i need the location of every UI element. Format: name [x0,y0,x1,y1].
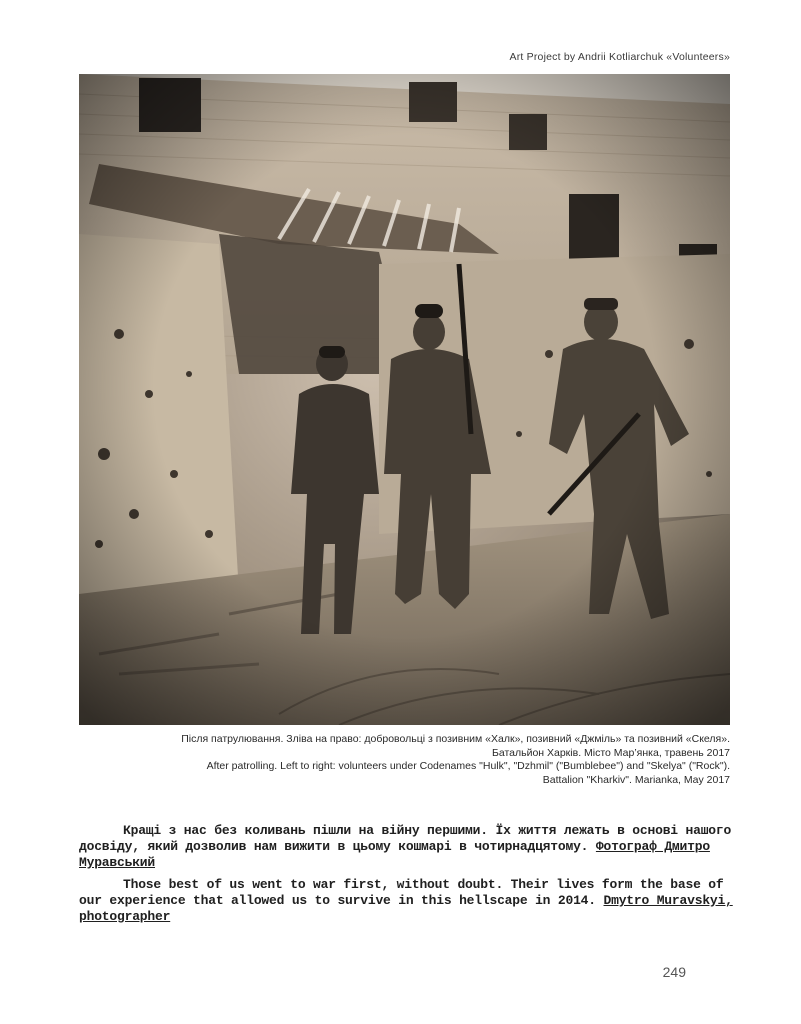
caption-en-line-1: After patrolling. Left to right: volunteers under Codenames "Hulk", "Dzhmil" ("Bumblebee") and "Skelya" ("Rock"). [206,760,730,772]
quote-ua-text: Кращі з нас без коливань пішли на війну першими. Їх життя лежать в основі нашого досвіду, який дозволив нам вижити в цьому кошмарі в чотирнадцятому. [79,823,732,854]
page-header: Art Project by Andrii Kotliarchuk «Volunteers» [509,51,730,63]
quote-en-credit: Dmytro Muravskyi, photographer [79,893,733,924]
quote-ua-credit: Фотограф Дмитро Муравський [79,839,710,870]
photo-caption [110,733,730,787]
caption-ua-line-2: Батальйон Харків. Місто Мар’янка, травень 2017 [491,746,730,759]
caption-ua-line-1: Після патрулювання. Зліва на право: добровольці з позивним «Халк», позивний «Джміль» та позивний «Скеля». [181,733,730,745]
quote-ukrainian [79,823,739,871]
photo-volunteers-after-patrol [79,74,730,725]
caption-en-line-2: Battalion "Kharkiv". Marianka, May 2017 [542,773,730,786]
quote-en-text: Those best of us went to war first, without doubt. Their lives form the base of our experience that allowed us to survive in this hellscape in 2014. [79,877,724,908]
page-number: 249 [662,964,686,980]
quote-english [79,877,739,925]
